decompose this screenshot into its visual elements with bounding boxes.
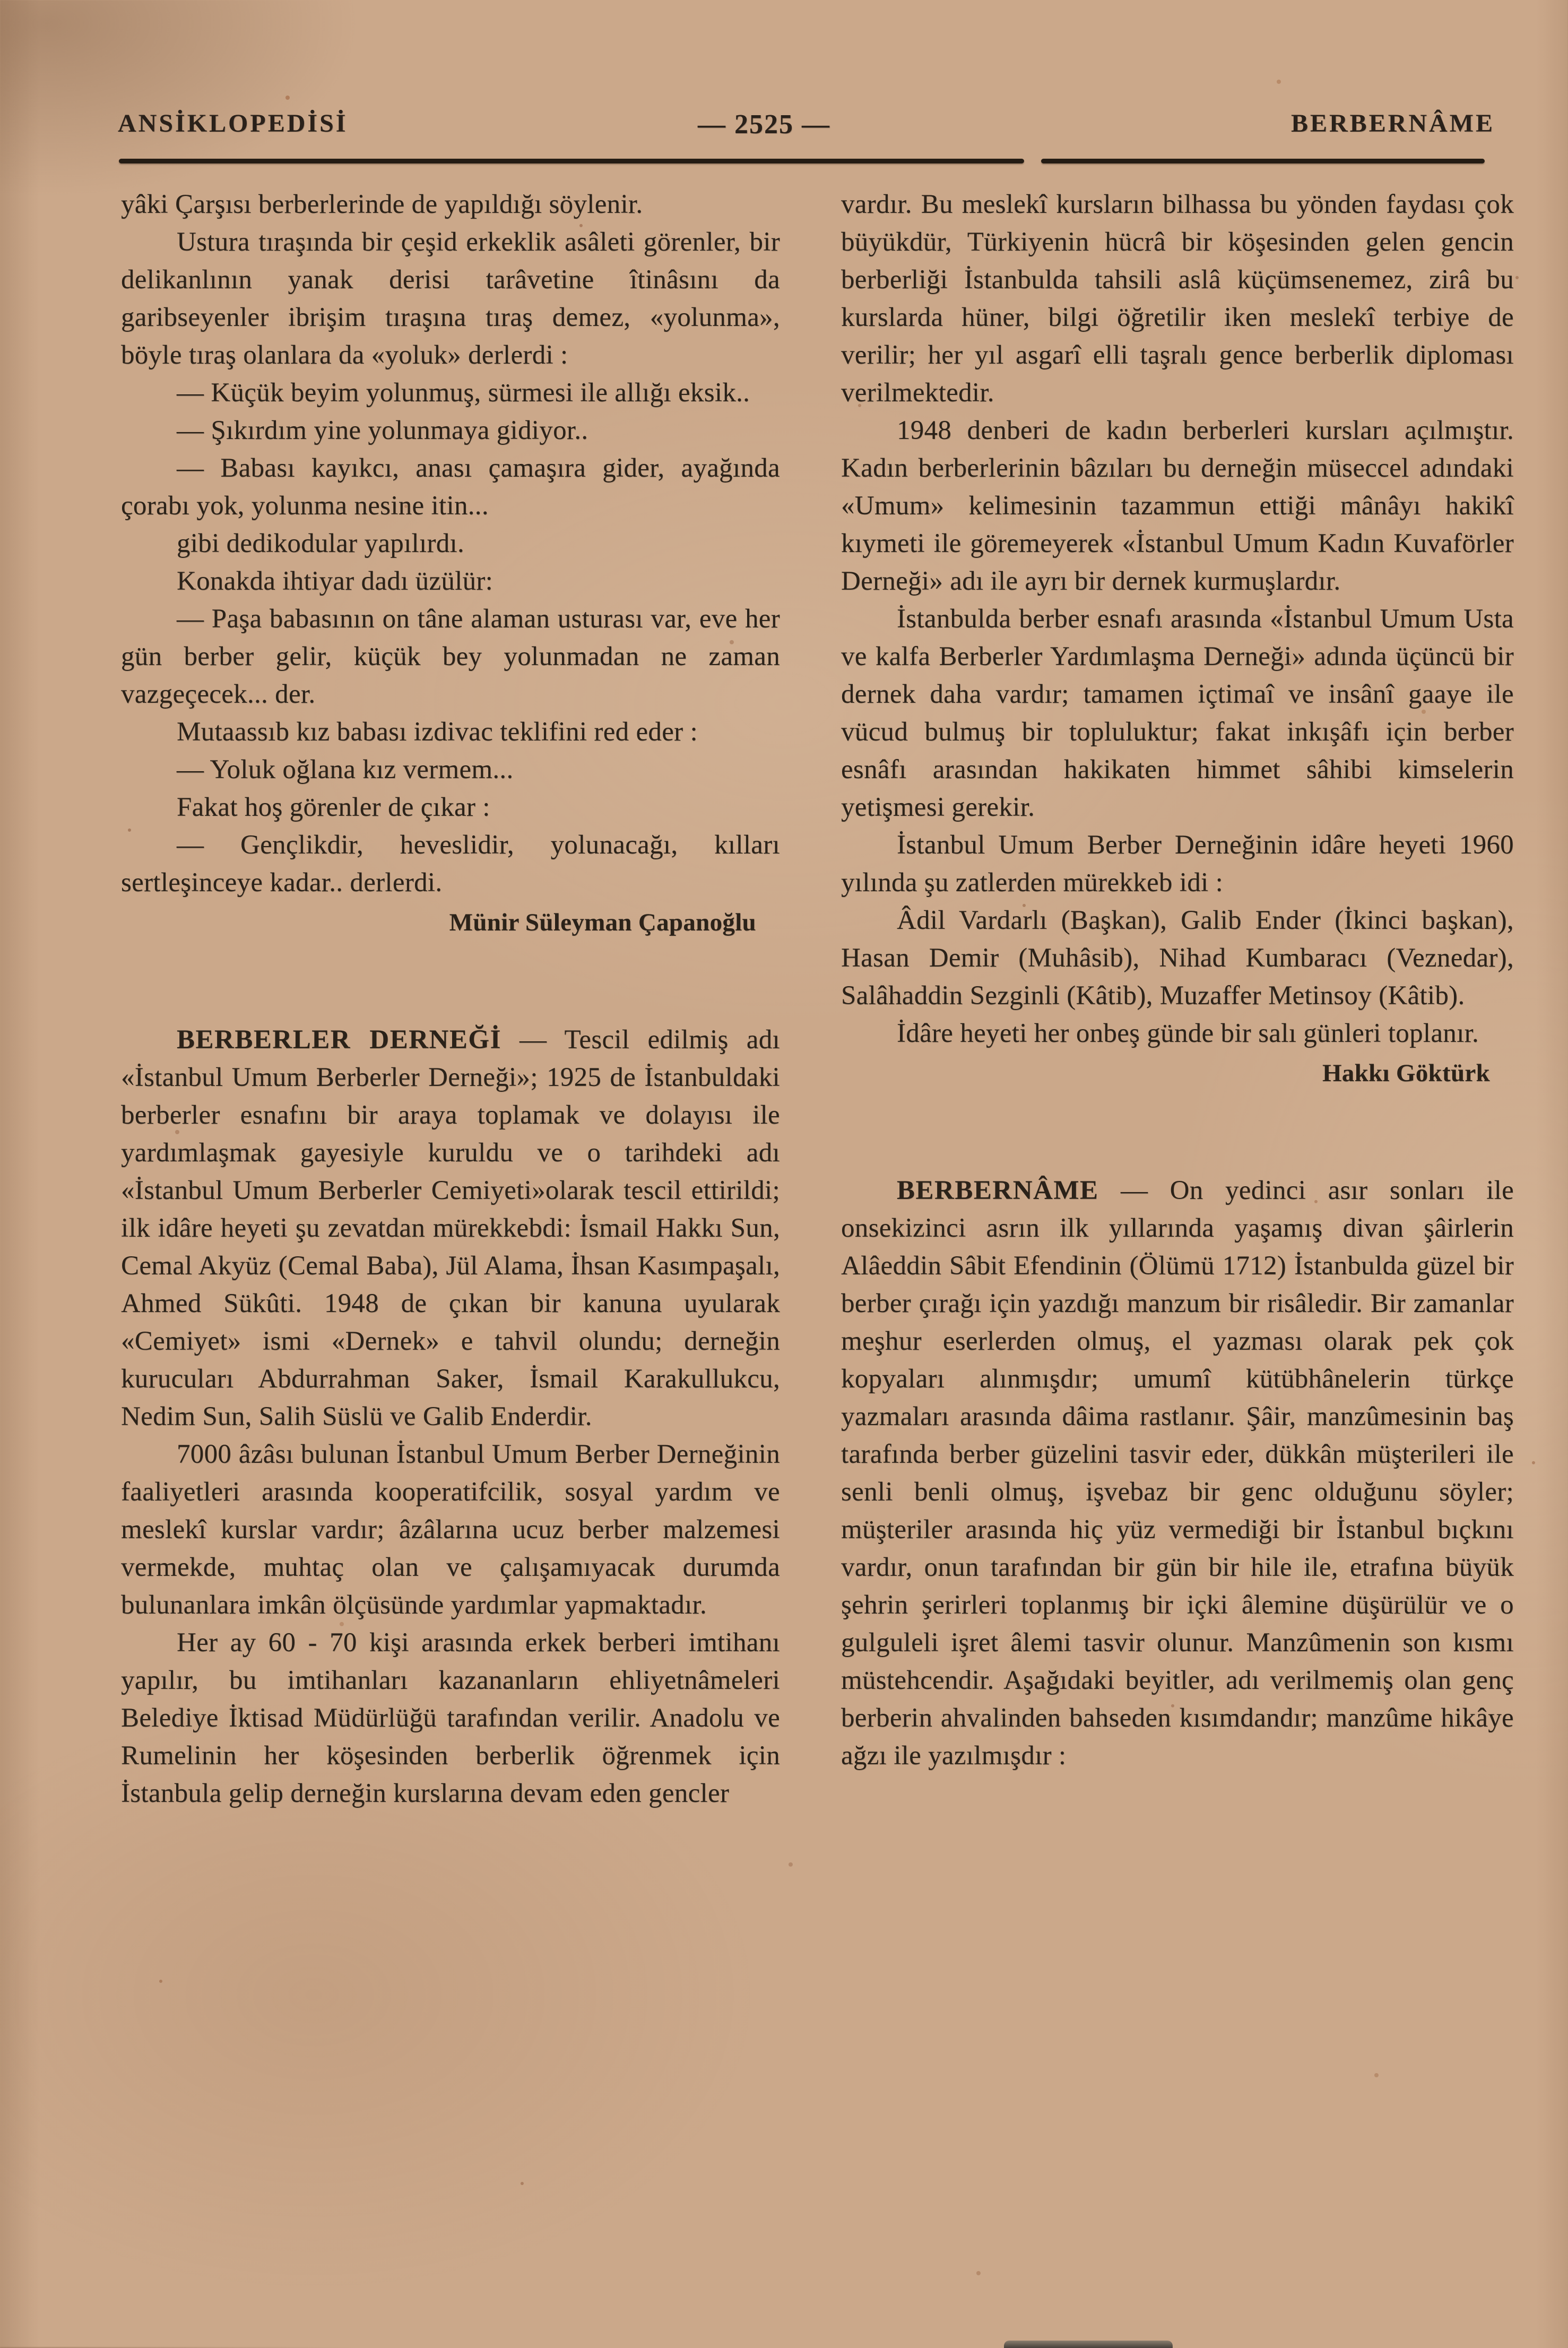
dialogue-line: — Yoluk oğlana kız vermem... <box>177 755 514 784</box>
column-right <box>841 186 1514 1775</box>
dialogue-line: — Babası kayıkcı, anası çamaşıra gider, ayağında çorabı yok, yolunma nesine itin... <box>121 453 780 521</box>
paragraph: Ustura tıraşında bir çeşid erkeklik asâleti görenler, bir delikanlının yanak derisi tarâvetine îtinâsını da garibseyenler ibrişim tıraşına tıraş demez, «yolunma», böyle tıraş olanlara da «yoluk» derlerdi : <box>121 227 780 370</box>
header-rule-right-segment <box>1041 159 1485 163</box>
continuation-paragraph: yâki Çarşısı berberlerinde de yapıldığı söylenir. <box>121 189 643 219</box>
paper-speck-texture <box>0 0 2 2</box>
paragraph: İstanbul Umum Berber Derneğinin idâre heyeti 1960 yılında şu zatlerden mürekkeb idi : <box>841 830 1514 897</box>
entry-title: BERBERNÂME <box>897 1176 1099 1205</box>
paragraph: Her ay 60 - 70 kişi arasında erkek berberi imtihanı yapılır, bu imtihanları kazananların ehliyetnâmeleri Belediye İktisad Müdürlüğü tarafından verilir. Anadolu ve Rumelinin her köşesinden berberlik öğrenmek için İstanbula gelip derneğin kurslarına devam eden gencler <box>121 1628 780 1808</box>
paragraph: 7000 âzâsı bulunan İstanbul Umum Berber Derneğinin faaliyetleri arasında kooperatifcilik, sosyal yardım ve meslekî kurslar vardır; âzâlarına ucuz berber malzemesi vermekde, muhtaç olan ve çalışamıyacak durumda bulunanlara imkân ölçüsünde yardımlar yapmaktadır. <box>121 1439 780 1620</box>
author-signature: Hakkı Göktürk <box>1322 1059 1490 1087</box>
entry-title: BERBERLER DERNEĞİ <box>177 1025 501 1055</box>
header-page-number: — 2525 — <box>698 109 830 140</box>
paragraph: İstanbulda berber esnafı arasında «İstanbul Umum Usta ve kalfa Berberler Yardımlaşma Derneği» adında üçüncü bir dernek daha vardır; tamamen içtimaî ve insânî gaaye ile vücud bulmuş bir topluluktur; fakat inkışâfı için berber esnâfı arasından hakikaten himmet sâhibi kimselerin yetişmesi gerekir. <box>841 604 1514 822</box>
column-left <box>121 186 780 1812</box>
paragraph: Konakda ihtiyar dadı üzülür: <box>177 566 493 596</box>
paragraph: Mutaassıb kız babası izdivac teklifini red eder : <box>177 717 698 747</box>
dialogue-line: — Gençlikdir, heveslidir, yolunacağı, kılları sertleşinceye kadar.. derlerdi. <box>121 830 780 897</box>
author-signature: Münir Süleyman Çapanoğlu <box>449 909 756 936</box>
paragraph: Fakat hoş görenler de çıkar : <box>177 792 490 822</box>
header-encyclopedia-title: ANSİKLOPEDİSİ <box>118 109 348 137</box>
entry-paragraph: BERBERLER DERNEĞİ — Tescil edilmiş adı «İstanbul Umum Berberler Derneği»; 1925 de İstanbuldaki berberler esnafını bir araya toplamak ve dolayısı ile yardımlaşmak gayesiyle kuruldu ve o tarihdeki adı «İstanbul Umum Berberler Cemiyeti»olarak tescil ettirildi; ilk idâre heyeti şu zevatdan mürekkebdi: İsmail Hakkı Sun, Cemal Akyüz (Cemal Baba), Jül Alama, İhsan Kasımpaşalı, Ahmed Sükûti. 1948 de çıkan bir kanuna uyularak «Cemiyet» ismi «Dernek» e tahvil olundu; derneğin kurucuları Abdurrahman Saker, İsmail Karakullukcu, Nedim Sun, Salih Süslü ve Galib Enderdir. <box>121 1025 780 1431</box>
dialogue-line: — Paşa babasının on tâne alaman usturası var, eve her gün berber gelir, küçük bey yolunmadan ne zaman vazgeçecek... der. <box>121 604 780 709</box>
paragraph: Âdil Vardarlı (Başkan), Galib Ender (İkinci başkan), Hasan Demir (Muhâsib), Nihad Kumbaracı (Veznedar), Salâhaddin Sezginli (Kâtib), Muzaffer Metinsoy (Kâtib). <box>841 905 1514 1011</box>
paragraph: 1948 denberi de kadın berberleri kursları açılmıştır. Kadın berberlerinin bâzıları bu derneğin müseccel adındaki «Umum» kelimesinin tazammun ettiği mânâyı hakikî kıymeti ile göremeyerek «İstanbul Umum Kadın Kuvaförler Derneği» adı ile ayrı bir dernek kurmuşlardır. <box>841 416 1514 596</box>
dialogue-line: — Küçük beyim yolunmuş, sürmesi ile allığı eksik.. <box>177 378 750 408</box>
continuation-paragraph: vardır. Bu meslekî kursların bilhassa bu yönden faydası çok büyükdür, Türkiyenin hücrâ bir köşesinden gelen gencin berberliği İstanbulda tahsili aslâ küçümsenemez, zirâ bu kurslarda hüner, bilgi öğretilir iken meslekî terbiye de verilir; her yıl asgarî elli taşralı gence berberlik diploması verilmektedir. <box>841 189 1514 408</box>
paragraph: İdâre heyeti her onbeş günde bir salı günleri toplanır. <box>897 1018 1479 1048</box>
paragraph: gibi dedikodular yapılırdı. <box>177 529 465 558</box>
dialogue-line: — Şıkırdım yine yolunmaya gidiyor.. <box>177 416 588 445</box>
header-article-title: BERBERNÂME <box>1290 109 1495 137</box>
header-rule-left-segment <box>119 159 1024 163</box>
entry-paragraph: BERBERNÂME — On yedinci asır sonları ile onsekizinci asrın ilk yıllarında yaşamış divan şâirlerin Alâeddin Sâbit Efendinin (Ölümü 1712) İstanbulda güzel bir berber çırağı için yazdığı manzum bir risâledir. Bir zamanlar meşhur eserlerden olmuş, el yazması olarak pek çok kopyaları alınmışdır; umumî kütübhânelerin türkçe yazmaları arasında dâima rastlanır. Şâir, manzûmesinin baş tarafında berber güzelini tasvir eder, dükkân müşterileri ile senli benli olmuş, işvebaz bir genc olduğunu söyler; müşteriler arasında hiç yüz vermediği bir İstanbul bıçkını vardır, onun tarafından bir gün bir hile ile, etrafına büyük şehrin şerirleri toplanmış bir içki âlemine düşürülür ve o gulguleli işret âlemi tasvir olunur. Manzûmenin son kısmı müstehcendir. Aşağıdaki beyitler, adı verilmemiş olan genç berberin ahvalinden bahseden kısımdandır; manzûme hikâye ağzı ile yazılmışdır : <box>841 1176 1514 1771</box>
